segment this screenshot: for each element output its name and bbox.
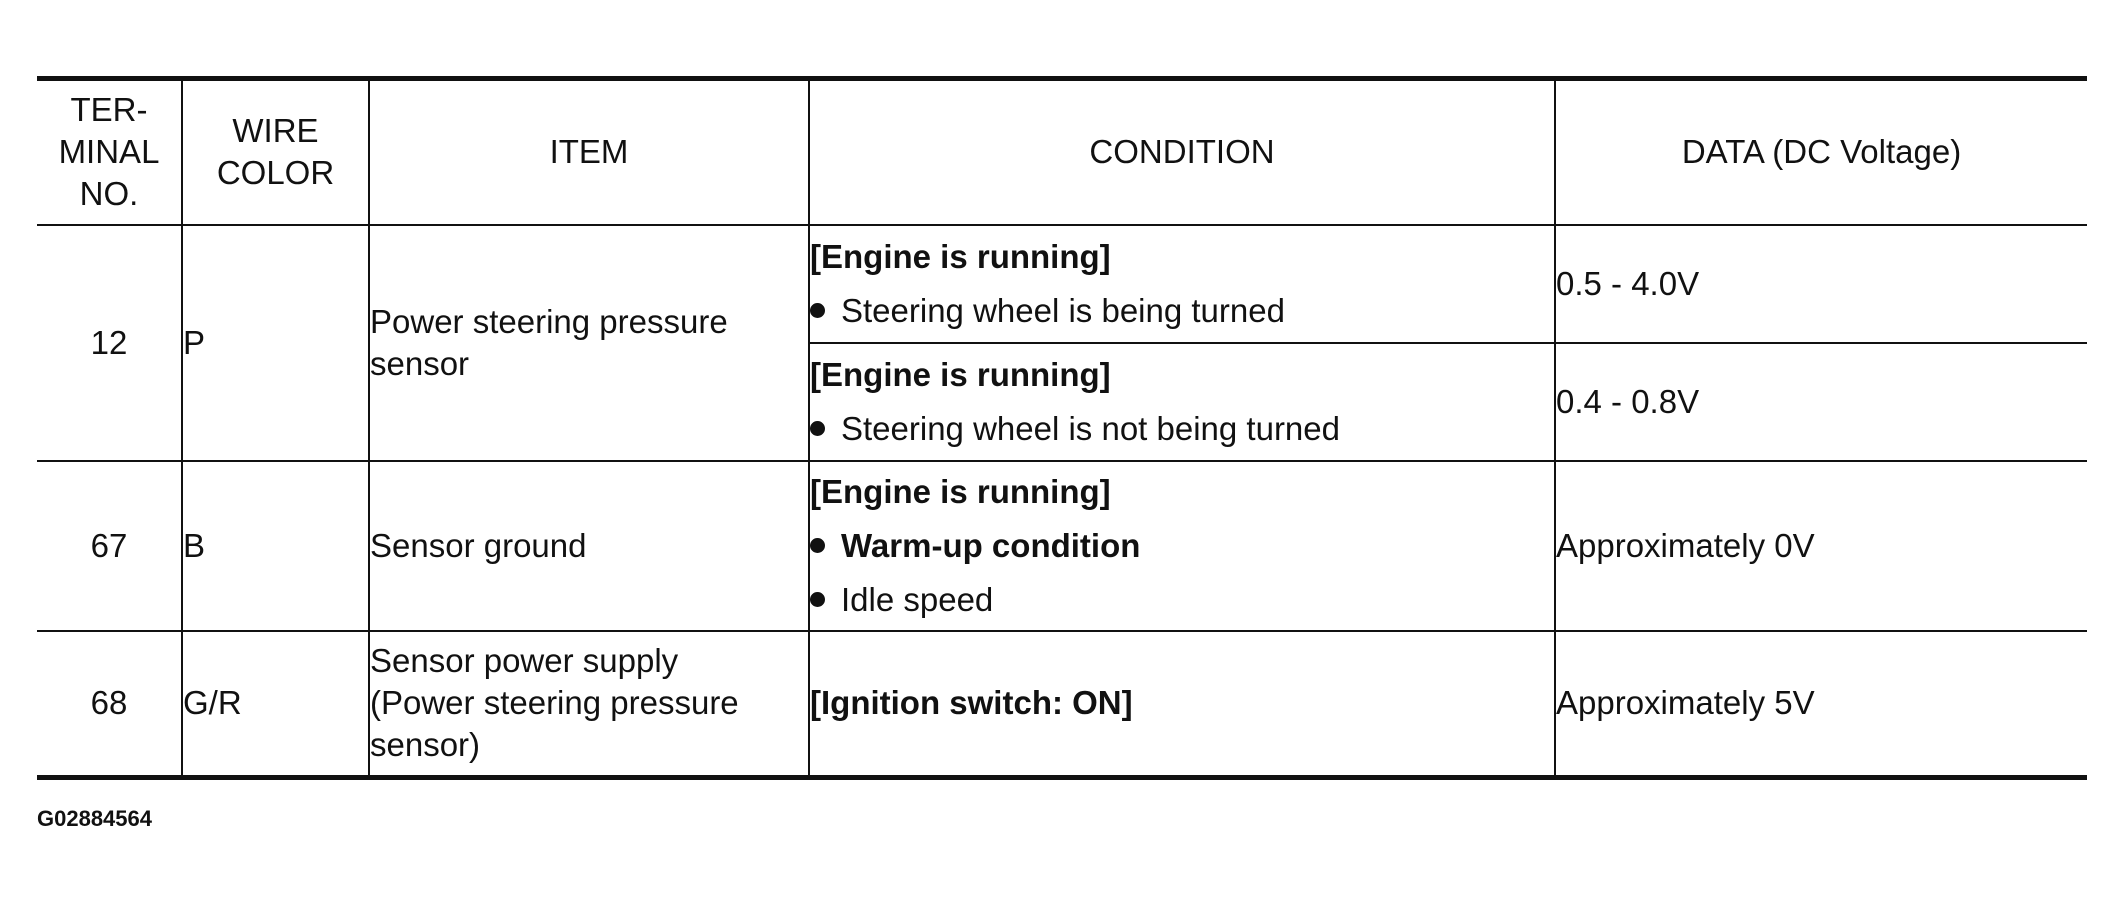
item-line: Power steering pressure	[370, 302, 728, 340]
wire-color-cell: B	[182, 461, 369, 631]
terminal-data-table	[37, 76, 2087, 780]
condition-cell	[809, 461, 1555, 631]
header-terminal-no	[37, 79, 182, 225]
terminal-cell: 12	[37, 225, 182, 461]
wire-color-cell: P	[182, 225, 369, 461]
condition-heading: [Engine is running]	[810, 472, 1111, 510]
condition-bullet-item	[810, 573, 1554, 627]
condition-bullet-text: Steering wheel is being turned	[841, 291, 1285, 329]
terminal-cell: 67	[37, 461, 182, 631]
condition-cell	[809, 343, 1555, 461]
table-header	[37, 79, 2087, 225]
header-data: DATA (DC Voltage)	[1555, 79, 2087, 225]
bullet-icon	[810, 421, 825, 436]
figure-id: G02884564	[37, 806, 152, 831]
table-row	[37, 225, 2087, 343]
header-wire-color	[182, 79, 369, 225]
item-cell	[369, 461, 809, 631]
item-line: sensor	[370, 344, 470, 382]
wire-color-cell: G/R	[182, 631, 369, 778]
condition-bullet-text: Steering wheel is not being turned	[841, 409, 1340, 447]
condition-cell	[809, 631, 1555, 778]
condition-heading: [Ignition switch: ON]	[810, 684, 1133, 722]
item-cell	[369, 631, 809, 778]
data-voltage-cell: 0.5 - 4.0V	[1555, 225, 2087, 343]
condition-bullet-item	[810, 284, 1554, 338]
header-terminal-line-2: MINAL	[58, 133, 160, 171]
header-item: ITEM	[369, 79, 809, 225]
data-voltage-cell: Approximately 5V	[1555, 631, 2087, 778]
table-row	[37, 631, 2087, 778]
condition-bullet-text: Warm-up condition	[841, 526, 1141, 564]
condition-heading: [Engine is running]	[810, 237, 1111, 275]
bullet-icon	[810, 538, 825, 553]
item-line: (Power steering pressure	[370, 684, 739, 722]
item-line: Sensor power supply	[370, 642, 679, 680]
terminal-cell: 68	[37, 631, 182, 778]
item-line: sensor)	[370, 726, 481, 764]
condition-bullet-text: Idle speed	[841, 580, 994, 618]
condition-bullet-item	[810, 519, 1554, 573]
condition-cell	[809, 225, 1555, 343]
header-wire-line-2: COLOR	[216, 154, 335, 192]
header-terminal-line-3: NO.	[79, 175, 139, 213]
header-condition: CONDITION	[809, 79, 1555, 225]
table-row	[37, 461, 2087, 631]
header-wire-line-1: WIRE	[232, 112, 319, 150]
bullet-icon	[810, 303, 825, 318]
condition-bullet-item	[810, 402, 1554, 456]
item-line: Sensor ground	[370, 526, 587, 564]
condition-heading: [Engine is running]	[810, 355, 1111, 393]
item-cell	[369, 225, 809, 461]
data-voltage-cell: Approximately 0V	[1555, 461, 2087, 631]
data-voltage-cell: 0.4 - 0.8V	[1555, 343, 2087, 461]
bullet-icon	[810, 592, 825, 607]
header-terminal-line-1: TER-	[70, 91, 148, 129]
